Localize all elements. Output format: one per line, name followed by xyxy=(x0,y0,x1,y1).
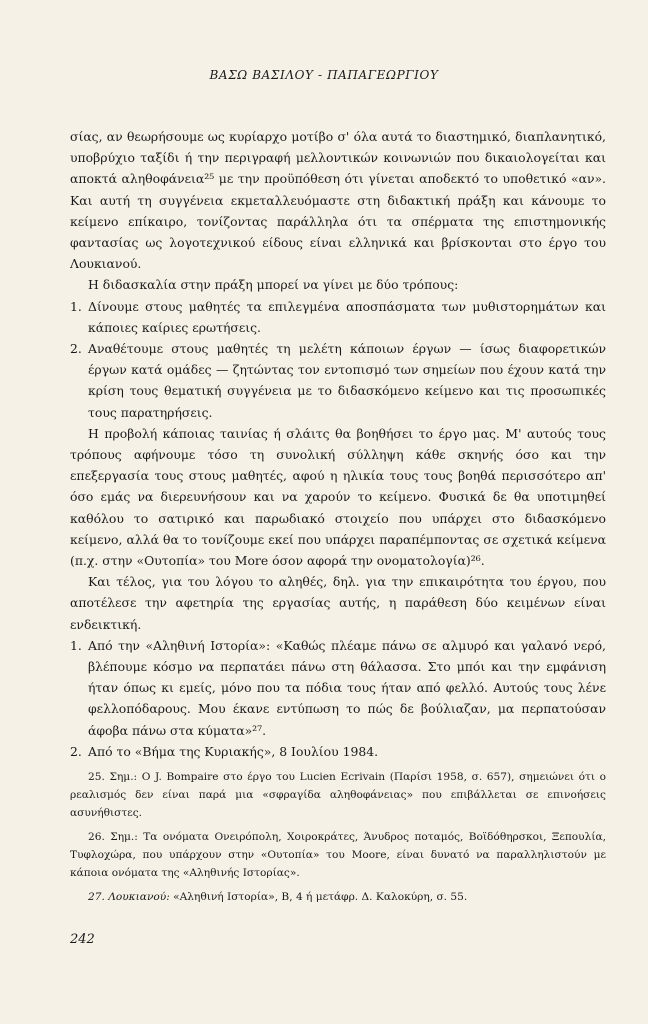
list-item xyxy=(70,741,606,762)
list-number: 1. xyxy=(70,298,82,314)
list-number: 1. xyxy=(70,637,82,653)
list-item xyxy=(70,635,606,741)
list-number: 2. xyxy=(70,743,82,759)
page-number: 242 xyxy=(70,932,95,947)
footnote-25: 25. Σημ.: Ο J. Bompaire στο έργο του Lucien Ecrivain (Παρίσι 1958, σ. 657), σημειώνει ότι ο ρεαλισμός δεν είναι παρά μια «σφραγίδα αληθοφάνειας» που επιβάλλεται σε επινοήσεις ασυνήθιστες. xyxy=(70,771,606,819)
paragraph-2: Η διδασκαλία στην πράξη μπορεί να γίνει με δύο τρόπους: xyxy=(88,277,459,293)
footnote-27 xyxy=(70,888,606,906)
footnote-27-author: 27. Λουκιανού: xyxy=(88,891,170,903)
list-item xyxy=(70,296,606,338)
footnote-26: 26. Σημ.: Τα ονόματα Ονειρόπολη, Χοιροκράτες, Άνυδρος ποταμός, Βοϊδόθηρσκοι, Ξεπουλία, Τυφλοχώρα, που υπάρχουν στην «Ουτοπία» του Moore, είναι δυνατό να παραλληλιστούν με κάποια ονόματα της «Αληθινής Ιστορίας». xyxy=(70,831,606,879)
paragraph-3: Η προβολή κάποιας ταινίας ή σλάιτς θα βοηθήσει το έργο μας. Μ' αυτούς τους τρόπους αφήνουμε τόσο τη συνολική σύλληψη κάθε σκηνής όσο και την επεξεργασία τους στους μαθητές, αφού η ηλικία τους τους βοηθά περισσότερο απ' όσο εμάς να διερευνήσουν και να χαρούν το κείμενο. Φυσικά δε θα υποτιμηθεί καθόλου το σατιρικό και παρωδιακό στοιχείο που υπάρχει στο διδασκόμενο κείμενο, αλλά θα το τονίζουμε εκεί που υπάρχει παραπέμποντας σε σχετικά κείμενα (π.χ. στην «Ουτοπία» του More όσον αφορά την ονοματολογία)²⁶. xyxy=(70,425,606,569)
footnotes xyxy=(70,768,606,912)
list-text: Από την «Αληθινή Ιστορία»: «Καθώς πλέαμε πάνω σε αλμυρό και γαλανό νερό, βλέπουμε κόσμο να περπατάει πάνω στη θάλασσα. Στο μπόι και την εμφάνιση ήταν όπως κι εμείς, μόνο που τα πόδια τους ήταν από φελλό. Αυτούς τους λένε φελλοπόδαρους. Μου έκανε εντύπωση το πώς δε βούλιαζαν, μα περπατούσαν άφοβα πάνω στα κύματα»²⁷. xyxy=(88,637,606,738)
main-text xyxy=(70,126,606,762)
footnote-27-text: «Αληθινή Ιστορία», Β, 4 ή μετάφρ. Δ. Καλοκύρη, σ. 55. xyxy=(173,891,468,903)
list-text: Από το «Βήμα της Κυριακής», 8 Ιουλίου 1984. xyxy=(88,743,379,759)
running-head: ΒΑΣΩ ΒΑΣΙΛΟΥ - ΠΑΠΑΓΕΩΡΓΙΟΥ xyxy=(209,68,439,82)
list-item xyxy=(70,338,606,423)
paragraph-4: Και τέλος, για του λόγου το αληθές, δηλ. για την επικαιρότητα του έργου, που αποτέλεσε την αφετηρία της εργασίας αυτής, η παράθεση δύο κειμένων είναι ενδεικτική. xyxy=(70,574,606,632)
list-text: Αναθέτουμε στους μαθητές τη μελέτη κάποιων έργων — ίσως διαφορετικών έργων κατά ομάδες — ζητώντας τον εντοπισμό των σημείων που έχουν κατά την κρίση τους θεματική συγγένεια με το διδασκόμενο κείμενο και τις προσωπικές τους παρατηρήσεις. xyxy=(88,341,606,420)
list-number: 2. xyxy=(70,341,82,357)
list-text: Δίνουμε στους μαθητές τα επιλεγμένα αποσπάσματα των μυθιστορημάτων και κάποιες καίριες ερωτήσεις. xyxy=(88,298,606,335)
paragraph-1: σίας, αν θεωρήσουμε ως κυρίαρχο μοτίβο σ' όλα αυτά το διαστημικό, διαπλανητικό, υποβρύχιο ταξίδι ή την περιγραφή μελλοντικών κοινωνιών που δικαιολογείται και αποκτά αληθοφάνεια²⁵ με την προϋπόθεση ότι γίνεται αποδεκτό το υποθετικό «αν». Και αυτή τη συγγένεια εκμεταλλευόμαστε στη διδακτική πράξη και κάνουμε το κείμενο επίκαιρο, τονίζοντας παράλληλα ότι τα σπέρματα της επιστημονικής φαντασίας ως λογοτεχνικού είδους είναι ελληνικά και βρίσκονται στο έργο του Λουκιανού. xyxy=(70,129,606,272)
